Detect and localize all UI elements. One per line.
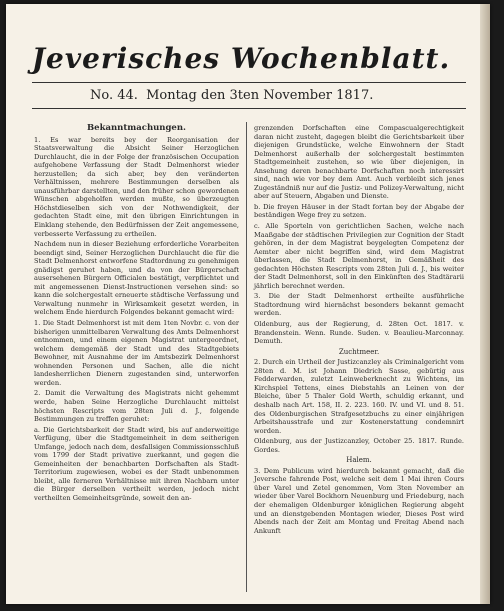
paragraph: 3. Dem Publicum wird hierdurch bekannt gemacht, daß die Jeversche fahrende Post, welche seit dem 1 Mai ihren Cours über Varel und Zetel genommen, Vom 3ten November an wieder über Varel Bockhorn Neuenburg und Friedeburg, nach der ehemaligen Oldenburger königlichen Regierung abgeht und an dienstgebenden Montagen wieder, Dieses Post wird Abends nach der Zeit am Montag und Freitag Abend nach Ankunft <box>254 466 464 535</box>
paragraph: 2. Durch ein Urtheil der Justizcanzley als Criminalgericht vom 28ten d. M. ist Johann Diedrich Sasse, gebürtig aus Fedderwarden, zuletzt Leinweberknecht zu Wichtens, im Kirchspiel Tettens, eines Diebstahls an Leinen von der Bleiche, über 5 Thaler Gold Werth, schuldig erkannt, und deshalb nach Art. 158, II. 2. 223. 160. IV. und VI. und 8. 51. des Oldenburgischen Strafgesetzbuchs zu einer einjährigen Arbeitshausstrafe und zur Kostenerstattung condemnirt worden. <box>254 358 464 435</box>
right-column <box>254 124 464 537</box>
issue-number: No. 44. <box>90 88 138 103</box>
signature-block: Oldenburg, aus der Regierung, d. 28ten Oct. 1817. v. Brandenstein. Wenn. Runde. Suden. v. Beaulieu-Marconnay. Demuth. <box>254 320 464 346</box>
newspaper-page <box>6 4 490 604</box>
paragraph: a. Die Gerichtsbarkeit der Stadt wird, bis auf anderweitige Verfügung, über die Stadtgemeinheit in dem seitherigen Umfange, jedoch nach dem, desfallsigen Commissionsschluß vom 1799 der Stadt privative zuerkannt, und gegen die Gemeinheiten der benachbarten Dorfschaften als Stadt-Territorium zugewiesen, wobei es der Stadt unbenommen bleibt, alle ferneren Verhältnisse mit ihren Nachbarn unter die Bürger derselben vertheilt werden, jedoch nicht vertheilten Gemeinheitsgründe, soweit den an- <box>34 425 239 502</box>
page-gutter <box>480 4 490 604</box>
paragraph: b. Die freyen Häuser in der Stadt fortan bey der Abgabe der beständigen Wege frey zu setzen. <box>254 202 464 220</box>
paragraph: Nachdem nun in dieser Beziehung erforderliche Vorarbeiten beendigt sind, Seiner Herzoglichen Durchlaucht die für die Stadt Delmenhorst entworfene Stadtordnung zu genehmigen gnädigst geruhet haben, und da von der Bürgerschaft ausersehenen Bürgern Officialen bestätigt, verpflichtet und mit angemessenen Dienst-Instructionen versehen sind: so kann die solchergestalt erneuerte städtische Verfassung und Verwaltung nunmehr in Wirksamkeit gesetzt werden, in welchem Ende hierdurch Folgendes bekannt gemacht wird: <box>34 240 239 317</box>
paragraph: 1. Die Stadt Delmenhorst ist mit dem 1ten Novbr. c. von der bisherigen unmittelbaren Verwaltung des Amts Delmenhorst entnommen, und einem eigenen Magistrat untergeordnet, welchem demgemäß der Stadt und des Stadtgebiets Bewohner, mit Ausnahme der im Amtsbezirk Delmenhorst wohnenden Personen und Sachen, alle die nicht landesherrlichen Dienern zugestanden sind, unterworfen werden. <box>34 319 239 387</box>
issue-line <box>90 88 377 103</box>
masthead-rule-bottom <box>32 108 466 109</box>
masthead-rule-top <box>32 82 466 83</box>
issue-date: Montag den 3ten November 1817. <box>146 88 374 103</box>
column-divider <box>246 122 247 592</box>
paragraph: c. Alle Sporteln von gerichtlichen Sachen, welche nach Maaßgabe der städtischen Privilegien zur Cognition der Stadt gehören, in der dem Magistrat beygelegten Competenz der Aemter aber nicht begriffen sind, wird dem Magistrat überlassen, die Stadt Delmenhorst, in Gemäßheit des gedachten Höchsten Rescripts vom 28ten Juli d. J., bis weiter der Stadt Delmenhorst, soll in den Einkünften des Stadtärarii jährlich berechnet werden. <box>254 222 464 290</box>
paragraph: grenzenden Dorfschaften eine Compascualgerechtigkeit daran nicht zusteht, dagegen bleibt die Gerichtsbarkeit über diejenigen Grundstücke, welche Einwohnern der Stadt Delmenhorst außerhalb der solchergestalt bestimmten Stadtgemeinheit zustehen, so wie über diejenigen, in Ansehung deren benachbarte Dorfschaften noch interessirt sind, nach wie vor bey dem Amt. Auch verbleibt sich jenes Zugeständniß nur auf die Justiz- und Polizey-Verwaltung, nicht aber auf Steuern, Abgaben und Dienste. <box>254 124 464 201</box>
paragraph: 1. Es war bereits bey der Reorganisation der Staatsverwaltung die Absicht Seiner Herzoglichen Durchlaucht, die in der Folge der französischen Occupation aufgehobene Verfassung der Stadt Delmenhorst wieder herzustellen; da sich aber, bey den veränderten Verhältnissen, mehrere Bestimmungen derselben als unausführbar darstellten, und den früher schon gewordenen Wünschen abgeholfen werden mußte, so überzeugten Höchstdieselben sich von der Nothwendigkeit, der gedachten Stadt eine, mit den übrigen Einrichtungen in Einklang stehende, den Bedürfnissen der Zeit angemessene, verbesserte Verfassung zu ertheilen. <box>34 135 239 238</box>
sub-heading: Zuchtmeer. <box>338 347 380 356</box>
paragraph: 3. Die der Stadt Delmenhorst ertheilte ausführliche Stadtordnung wird hiernächst besonders bekannt gemacht werden. <box>254 292 464 318</box>
sub-heading: Halem. <box>346 456 372 465</box>
paragraph: 2. Damit die Verwaltung des Magistrats nicht gehemmt werde, haben Seine Herzogliche Durchlaucht mittelst höchsten Rescripts vom 28ten Juli d. J., folgende Bestimmungen zu treffen geruhet: <box>34 389 239 424</box>
left-column <box>34 124 239 505</box>
signature-block: Oldenburg, aus der Justizcanzley, October 25. 1817. Runde. Gordes. <box>254 437 464 454</box>
masthead-title: Jeverisches Wochenblatt. <box>31 42 451 75</box>
section-heading: Bekanntmachungen. <box>87 123 186 133</box>
